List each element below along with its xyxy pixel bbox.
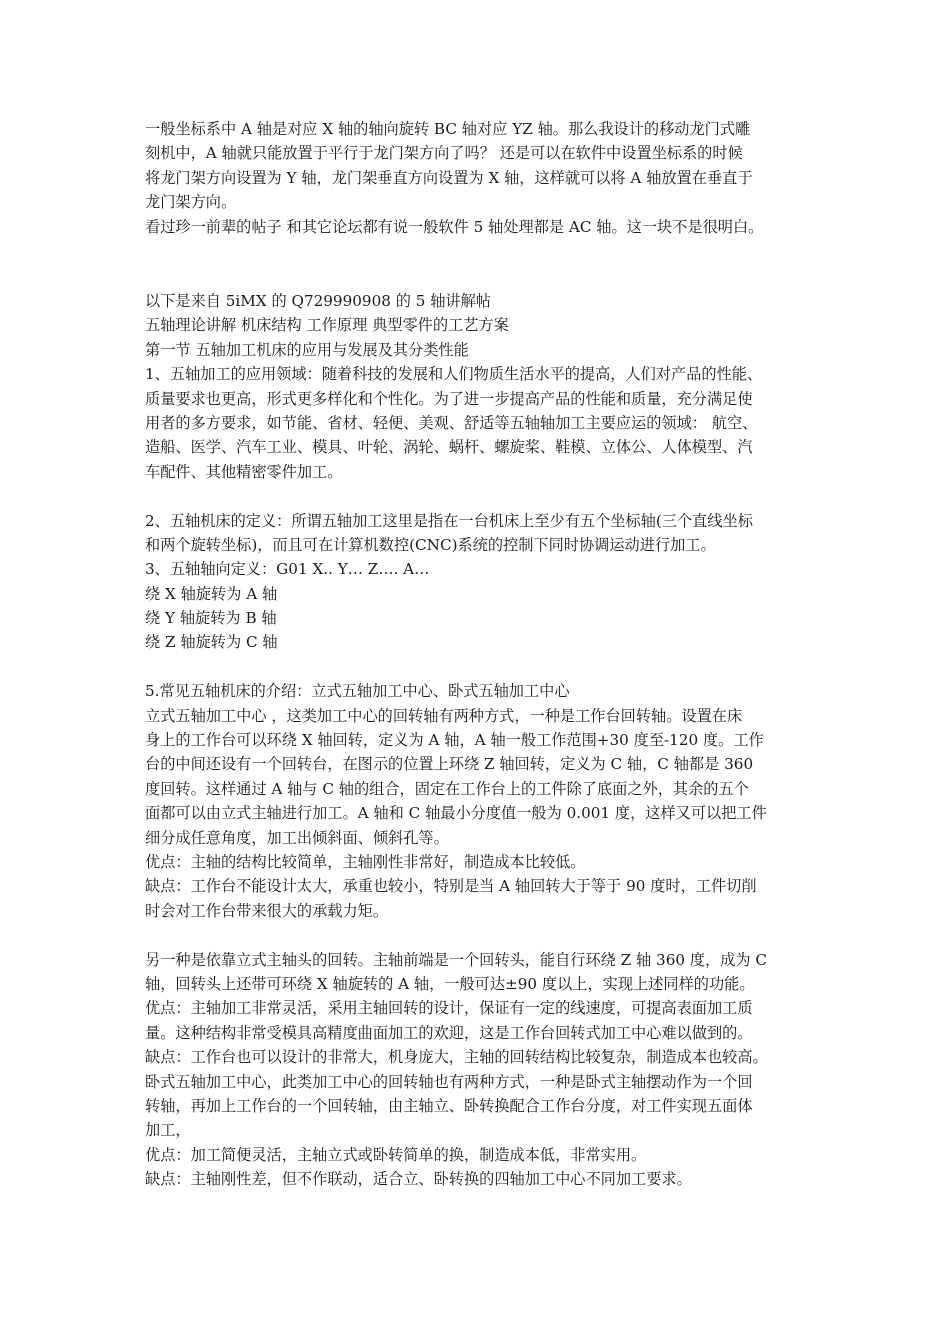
paragraph-spacer [145,655,810,679]
paragraph-line: 细分成任意角度，加工出倾斜面、倾斜孔等。 [145,828,449,847]
paragraph-line: 用者的多方要求，如节能、省材、轻便、美观、舒适等五轴轴加工主要应运的领域： 航空、 [145,413,758,432]
paragraph-line: 优点：主轴加工非常灵活，采用主轴回转的设计，保证有一定的线速度，可提高表面加工质 [145,999,753,1018]
paragraph-line: 量。这种结构非常受模具高精度曲面加工的欢迎，这是工作台回转式加工中心难以做到的。 [145,1023,753,1042]
paragraph-line: 2、五轴机床的定义：所谓五轴加工这里是指在一台机床上至少有五个坐标轴(三个直线坐标 [145,511,753,530]
paragraph-line: 绕 Z 轴旋转为 C 轴 [145,633,278,652]
section-heading: 第一节 五轴加工机床的应用与发展及其分类性能 [145,340,469,359]
paragraph-line: 度回转。这样通过 A 轴与 C 轴的组合，固定在工作台上的工件除了底面之外，其余的五个 [145,779,749,798]
paragraph-line: 面都可以由立式主轴进行加工。A 轴和 C 轴最小分度值一般为 0.001 度，这样又可以把工件 [145,804,767,823]
paragraph-line: 将龙门架方向设置为 Y 轴，龙门架垂直方向设置为 X 轴，这样就可以将 A 轴放置在垂直于 [145,168,753,187]
paragraph-line: 优点：加工简便灵活，主轴立式或卧转简单的换，制造成本低，非常实用。 [145,1145,647,1164]
paragraph-line: 时会对工作台带来很大的承载力矩。 [145,901,388,920]
paragraph-line: 车配件、其他精密零件加工。 [145,462,343,481]
paragraph-line: 龙门架方向。 [145,193,237,212]
intro-question [145,117,810,239]
paragraph-line: 转轴，再加上工作台的一个回转轴，由主轴立、卧转换配合工作台分度，对工件实现五面体 [145,1096,753,1115]
paragraph-line: 3、五轴轴向定义：G01 X.. Y… Z…. A… [145,560,430,579]
paragraph-line: 刻机中，A 轴就只能放置于平行于龙门架方向了吗？ 还是可以在软件中设置坐标系的时候 [145,144,743,163]
paragraph-line: 看过珍一前辈的帖子 和其它论坛都有说一般软件 5 轴处理都是 AC 轴。这一块不是很明白。 [145,217,764,236]
source-heading: 以下是来自 5iMX 的 Q729990908 的 5 轴讲解帖 [145,292,491,310]
paragraph-line: 缺点：工作台不能设计太大，承重也较小，特别是当 A 轴回转大于等于 90 度时，工件切削 [145,877,757,896]
paragraph-line: 卧式五轴加工中心，此类加工中心的回转轴也有两种方式，一种是卧式主轴摆动作为一个回 [145,1072,753,1091]
paragraph-line: 台的中间还设有一个回转台，在图示的位置上环绕 Z 轴回转，定义为 C 轴，C 轴都是 360 [145,755,754,774]
paragraph-spacer [145,923,810,947]
paragraph-line: 缺点：主轴刚性差，但不作联动，适合立、卧转换的四轴加工中心不同加工要求。 [145,1170,692,1189]
paragraph-line: 优点：主轴的结构比较简单，主轴刚性非常好，制造成本比较低。 [145,852,586,871]
paragraph-line: 加工， [145,1121,191,1140]
paragraph-line: 质量要求也更高，形式更多样化和个性化。为了进一步提高产品的性能和质量，充分满足使 [145,389,753,408]
paragraph-line: 绕 X 轴旋转为 A 轴 [145,584,278,603]
paragraph-line: 另一种是依靠立式主轴头的回转。主轴前端是一个回转头，能自行环绕 Z 轴 360 度，成为 C [145,950,768,969]
paragraph-line: 1、五轴加工的应用领域：随着科技的发展和人们物质生活水平的提高，人们对产品的性能、 [145,365,763,384]
paragraph-line: 和两个旋转坐标)，而且可在计算机数控(CNC)系统的控制下同时协调运动进行加工。 [145,535,716,554]
paragraph-spacer [145,484,810,508]
paragraph-line: 5.常见五轴机床的介绍：立式五轴加工中心、卧式五轴加工中心 [145,682,570,701]
paragraph-line: 造船、医学、汽车工业、模具、叶轮、涡轮、蜗杆、螺旋桨、鞋模、立体公、人体模型、汽 [145,438,753,457]
paragraph-line: 身上的工作台可以环绕 X 轴回转，定义为 A 轴，A 轴一般工作范围+30 度至-120 度。工作 [145,731,764,750]
paragraph-line: 绕 Y 轴旋转为 B 轴 [145,609,277,628]
topic-heading: 五轴理论讲解 机床结构 工作原理 典型零件的工艺方案 [145,316,509,335]
paragraph-line: 一般坐标系中 A 轴是对应 X 轴的轴向旋转 BC 轴对应 YZ 轴。那么我设计的移动龙门式雕 [145,120,751,138]
paragraph-line: 缺点：工作台也可以设计的非常大，机身庞大，主轴的回转结构比较复杂，制造成本也较高。 [145,1048,768,1067]
paragraph-line: 立式五轴加工中心 ，这类加工中心的回转轴有两种方式，一种是工作台回转轴。设置在床 [145,706,743,725]
paragraph-line: 轴，回转头上还带可环绕 X 轴旋转的 A 轴，一般可达±90 度以上，实现上述同样的功能。 [145,974,755,993]
five-axis-article [145,289,810,1191]
